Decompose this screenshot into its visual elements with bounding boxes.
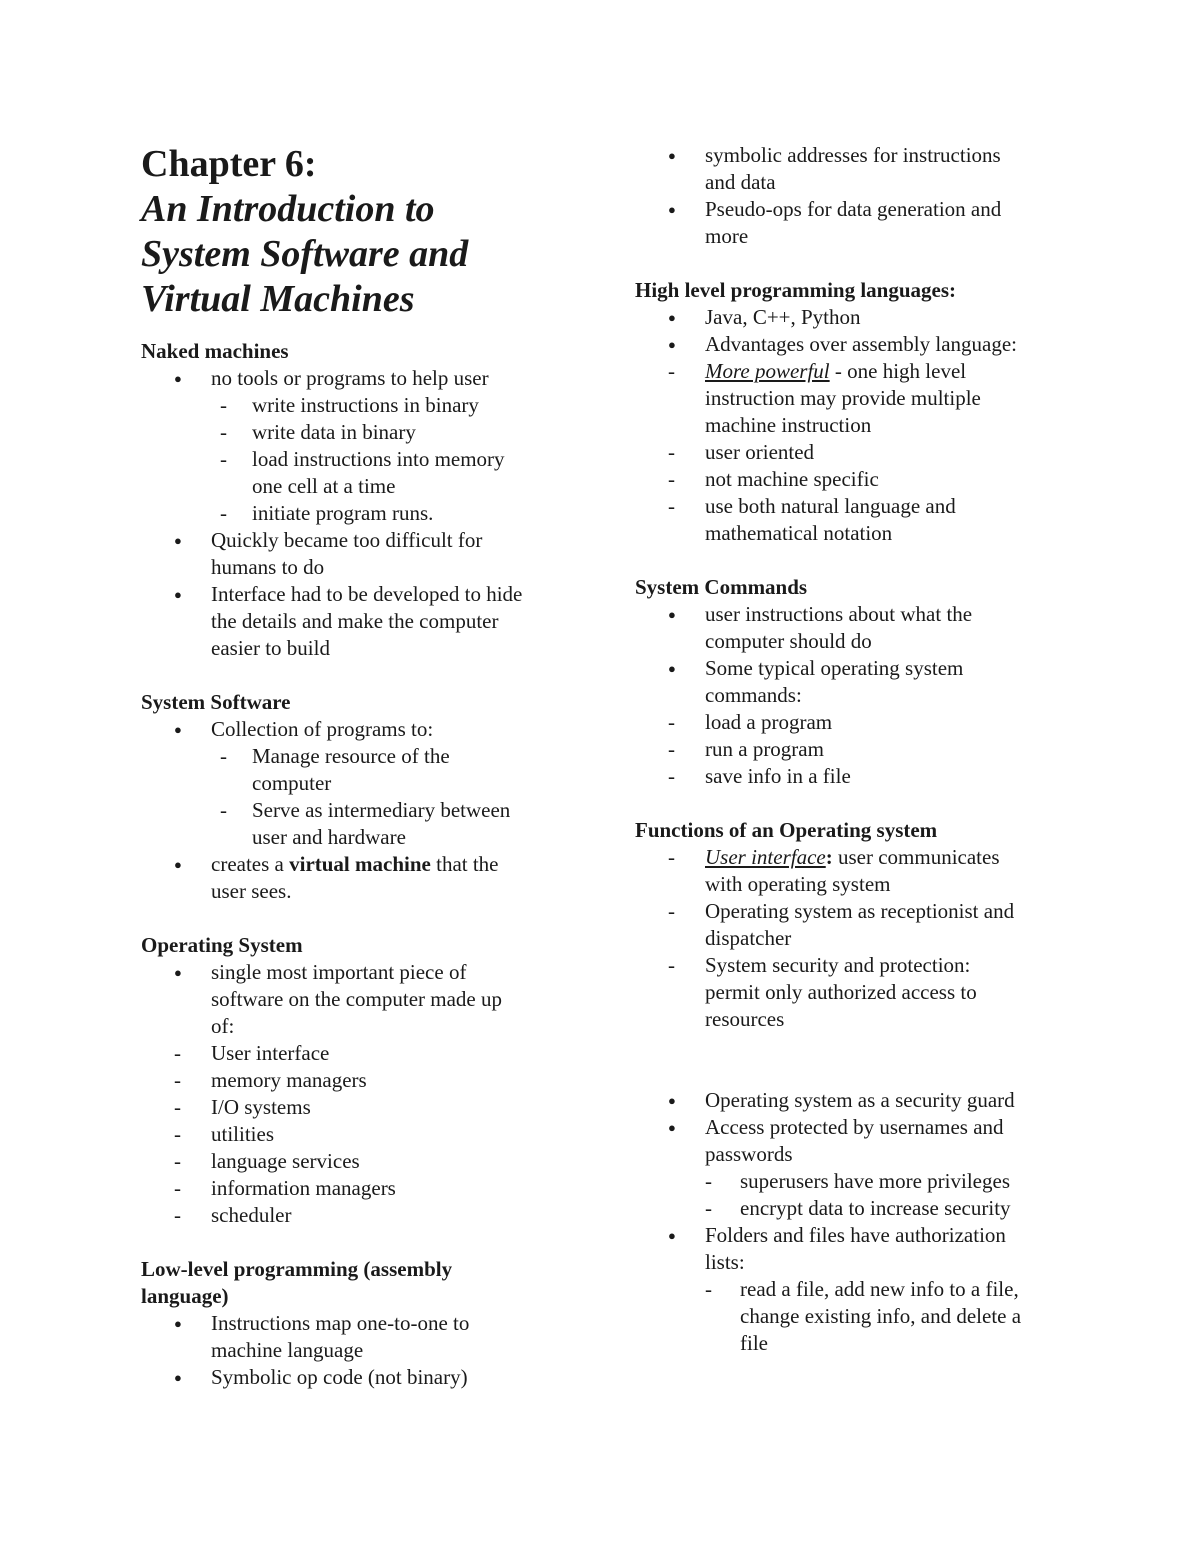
dash-item: - save info in a file — [635, 763, 1075, 790]
bullet-item: ● symbolic addresses for instructions and data — [635, 142, 1075, 196]
dash-item: - Operating system as receptionist and dispatcher — [635, 898, 1075, 952]
dash-item: - User interface: user communicates with operating system — [635, 844, 1075, 898]
section-heading-operating-system: Operating System — [141, 933, 303, 957]
dash-item: - scheduler — [141, 1202, 581, 1229]
dash-item: - user oriented — [635, 439, 1075, 466]
bold-term: virtual machine — [289, 852, 431, 876]
chapter-subtitle-line: System Software and — [141, 233, 469, 275]
bullet-item: ● user instructions about what the computer should do — [635, 601, 1075, 655]
dash-item: - encrypt data to increase security — [635, 1195, 1075, 1222]
dash-item: - More powerful - one high level instruction may provide multiple machine instruction — [635, 358, 1075, 439]
bullet-item: ● Java, C++, Python — [635, 304, 1075, 331]
dash-item: - I/O systems — [141, 1094, 581, 1121]
dash-item: - load instructions into memory one cell at a time — [141, 446, 581, 500]
dash-item: - use both natural language and mathematical notation — [635, 493, 1075, 547]
section-heading-system-software: System Software — [141, 690, 291, 714]
section-heading-system-commands: System Commands — [635, 575, 808, 599]
bullet-item: ● Operating system as a security guard — [635, 1087, 1075, 1114]
section-heading-low-level: Low-level programming (assembly language) — [141, 1257, 453, 1308]
bullet-item: ● Quickly became too difficult for humans to do — [141, 527, 581, 581]
bullet-item: ● Access protected by usernames and passwords — [635, 1114, 1075, 1168]
dash-item: - User interface — [141, 1040, 581, 1067]
section-heading-high-level: High level programming languages: — [635, 278, 957, 302]
underlined-term: More powerful — [705, 359, 830, 383]
chapter-subtitle-line: Virtual Machines — [141, 278, 415, 320]
bullet-item: ● Folders and files have authorization lists: — [635, 1222, 1075, 1276]
left-column — [141, 142, 581, 1391]
bullet-item: ● single most important piece of software on the computer made up of: — [141, 959, 581, 1040]
dash-item: - language services — [141, 1148, 581, 1175]
dash-item: - Manage resource of the computer — [141, 743, 581, 797]
bullet-item: ● no tools or programs to help user — [141, 365, 581, 392]
dash-item: - read a file, add new info to a file, change existing info, and delete a file — [635, 1276, 1075, 1357]
chapter-title — [141, 142, 581, 322]
bullet-item: ● Interface had to be developed to hide the details and make the computer easier to build — [141, 581, 581, 662]
bullet-item: ● Some typical operating system commands: — [635, 655, 1075, 709]
dash-item: - not machine specific — [635, 466, 1075, 493]
chapter-number: Chapter 6: — [141, 143, 317, 185]
dash-item: - run a program — [635, 736, 1075, 763]
dash-item: - write instructions in binary — [141, 392, 581, 419]
bullet-item: ● Advantages over assembly language: — [635, 331, 1075, 358]
dash-item: - information managers — [141, 1175, 581, 1202]
dash-item: - initiate program runs. — [141, 500, 581, 527]
dash-item: - write data in binary — [141, 419, 581, 446]
bullet-item: ● Symbolic op code (not binary) — [141, 1364, 581, 1391]
right-column — [635, 142, 1075, 1357]
dash-item: - Serve as intermediary between user and hardware — [141, 797, 581, 851]
section-heading-functions-os: Functions of an Operating system — [635, 818, 938, 842]
dash-item: - memory managers — [141, 1067, 581, 1094]
bullet-item: ● Collection of programs to: — [141, 716, 581, 743]
section-heading-naked-machines: Naked machines — [141, 339, 289, 363]
chapter-subtitle-line: An Introduction to — [141, 188, 435, 230]
bullet-item: ● Pseudo-ops for data generation and more — [635, 196, 1075, 250]
bullet-item: ● creates a virtual machine that the user sees. — [141, 851, 581, 905]
dash-item: - System security and protection: permit only authorized access to resources — [635, 952, 1075, 1033]
bullet-item: ● Instructions map one-to-one to machine language — [141, 1310, 581, 1364]
dash-item: - superusers have more privileges — [635, 1168, 1075, 1195]
dash-item: - utilities — [141, 1121, 581, 1148]
underlined-term: User interface — [705, 845, 826, 869]
dash-item: - load a program — [635, 709, 1075, 736]
